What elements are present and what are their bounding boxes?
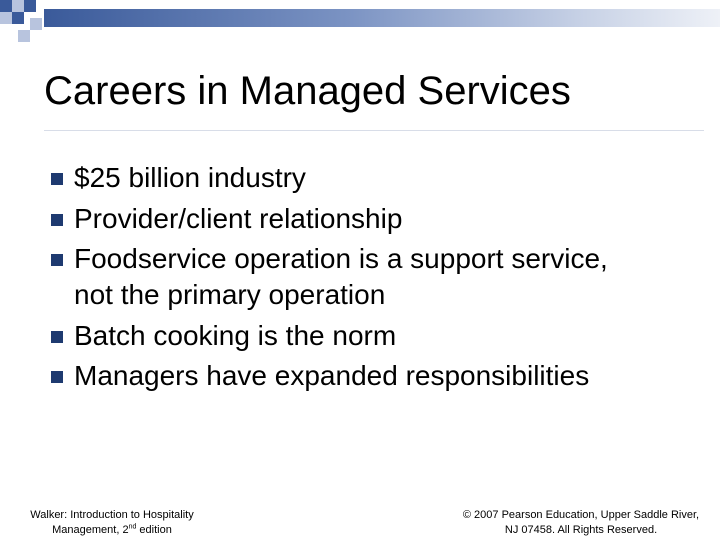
square-bullet-icon <box>51 214 63 226</box>
bullet-item <box>68 201 708 237</box>
footer-citation-text: edition <box>136 524 172 536</box>
slide-title: Careers in Managed Services <box>44 69 571 113</box>
header-decoration <box>0 0 720 42</box>
bullet-text-line: $25 billion industry <box>74 162 306 193</box>
footer-citation <box>12 508 212 538</box>
header-gradient-bar <box>44 9 720 27</box>
footer-copyright-line1: © 2007 Pearson Education, Upper Saddle River, <box>462 509 700 521</box>
bullet-item <box>68 318 708 354</box>
deco-square <box>0 12 12 24</box>
deco-square <box>18 30 30 42</box>
footer-citation-sup: nd <box>128 523 137 531</box>
footer-citation-line2 <box>12 523 212 538</box>
footer-citation-text: Management, 2 <box>52 524 129 536</box>
bullet-text-line: Provider/client relationship <box>74 202 403 234</box>
deco-square <box>24 0 36 12</box>
title-divider <box>44 130 704 131</box>
square-bullet-icon <box>51 254 63 266</box>
square-bullet-icon <box>51 371 63 383</box>
square-bullet-icon <box>51 173 63 185</box>
deco-square <box>12 0 24 12</box>
bullet-item <box>68 358 708 394</box>
footer-copyright <box>448 508 714 538</box>
square-bullet-icon <box>51 331 63 343</box>
footer-copyright-line2: NJ 07458. All Rights Reserved. <box>504 524 658 536</box>
bullet-text-line: not the primary operation <box>74 279 386 310</box>
deco-square <box>30 18 42 30</box>
bullet-text-line: Managers have expanded responsibilities <box>74 360 590 391</box>
deco-square <box>12 12 24 24</box>
bullet-text-line: Foodservice operation is a support service, <box>74 243 608 274</box>
deco-square <box>0 0 12 12</box>
footer-citation-line1: Walker: Introduction to Hospitality <box>30 509 194 521</box>
bullet-list <box>68 160 708 399</box>
bullet-item <box>68 241 708 313</box>
bullet-item <box>68 160 708 196</box>
bullet-text-line: Batch cooking is the norm <box>74 319 397 351</box>
